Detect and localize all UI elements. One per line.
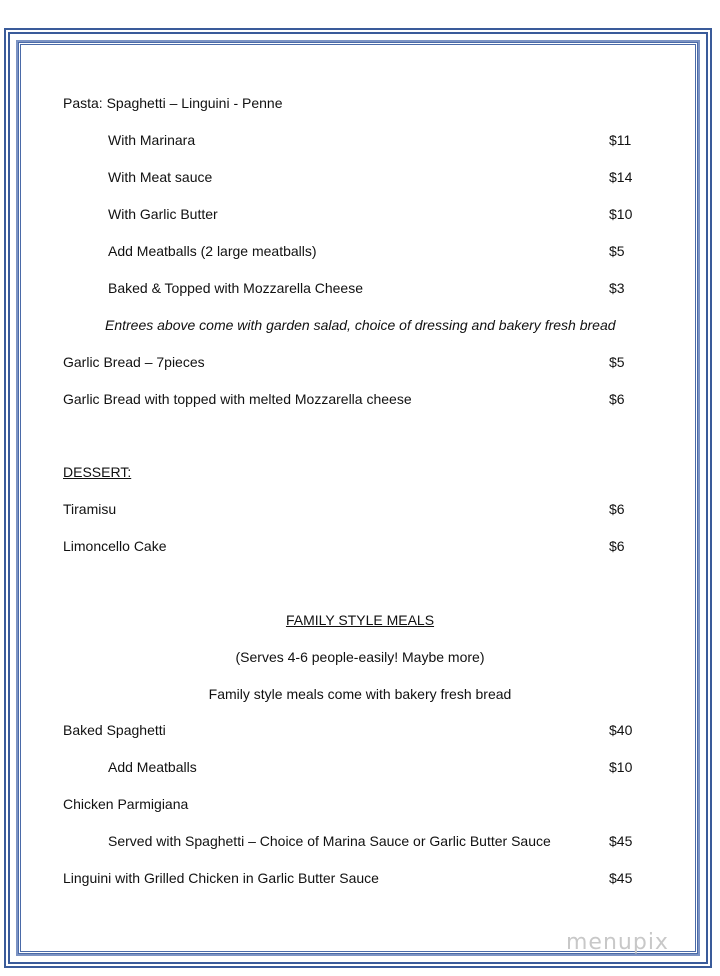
family-item-price: $40 [609, 722, 633, 738]
pasta-item-price: $14 [609, 169, 633, 185]
dessert-item-name: Limoncello Cake [63, 538, 167, 554]
pasta-item-name: Baked & Topped with Mozzarella Cheese [108, 280, 364, 296]
dessert-item-price: $6 [609, 501, 625, 517]
pasta-item-price: $5 [609, 243, 625, 259]
pasta-item-name: With Meat sauce [108, 169, 213, 185]
family-item-price: $45 [609, 870, 633, 886]
family-heading [0, 611, 720, 629]
family-item-name: Chicken Parmigiana [63, 796, 189, 812]
side-item-name: Garlic Bread with topped with melted Mozzarella cheese [63, 391, 412, 407]
family-serves: (Serves 4-6 people-easily! Maybe more) [235, 649, 485, 665]
family-item-price: $45 [609, 833, 633, 849]
side-item-price: $5 [609, 354, 625, 370]
pasta-item-name: With Garlic Butter [108, 206, 218, 222]
family-heading-text: FAMILY STYLE MEALS [285, 612, 435, 628]
family-item-price: $10 [609, 759, 633, 775]
side-item-name: Garlic Bread – 7pieces [63, 354, 205, 370]
pasta-item-price: $11 [609, 132, 632, 148]
family-item-name: Served with Spaghetti – Choice of Marina Sauce or Garlic Butter Sauce [108, 833, 551, 849]
family-item-name: Add Meatballs [108, 759, 197, 775]
dessert-item-price: $6 [609, 538, 625, 554]
watermark-logo: menupix [566, 930, 669, 955]
side-item-price: $6 [609, 391, 625, 407]
pasta-note: Entrees above come with garden salad, choice of dressing and bakery fresh bread [105, 317, 616, 333]
dessert-item-name: Tiramisu [63, 501, 117, 517]
pasta-item-name: Add Meatballs (2 large meatballs) [108, 243, 317, 259]
pasta-heading: Pasta: Spaghetti – Linguini - Penne [63, 95, 283, 111]
family-item-name: Linguini with Grilled Chicken in Garlic Butter Sauce [63, 870, 379, 886]
pasta-item-name: With Marinara [108, 132, 196, 148]
pasta-item-price: $3 [609, 280, 625, 296]
family-item-name: Baked Spaghetti [63, 722, 166, 738]
dessert-heading: DESSERT: [63, 464, 132, 480]
family-note: Family style meals come with bakery fresh bread [208, 686, 512, 702]
pasta-item-price: $10 [609, 206, 633, 222]
